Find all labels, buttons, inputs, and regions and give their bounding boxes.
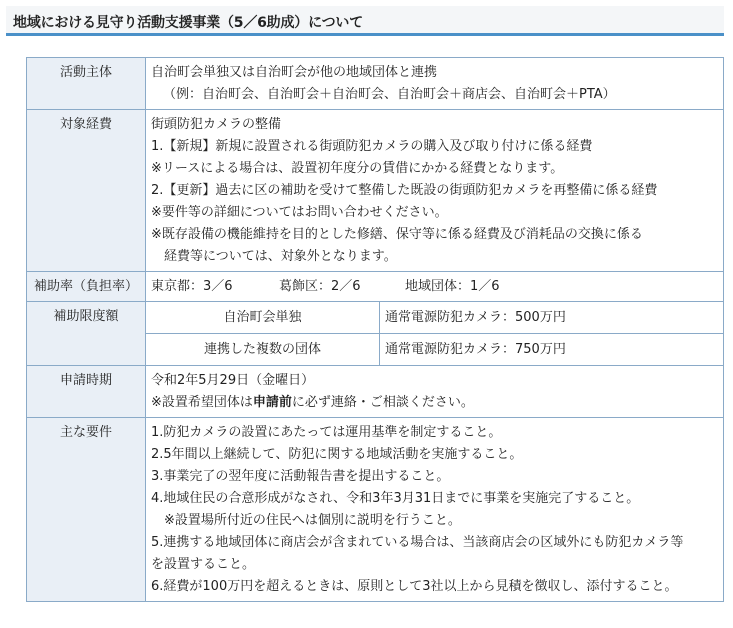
rate-katsushika: 葛飾区：2／6 xyxy=(279,279,361,294)
expense-line: ※リースによる場合は、設置初年度分の賃借にかかる経費となります。 xyxy=(151,161,564,176)
limit-amount: 通常電源防犯カメラ：750万円 xyxy=(385,342,566,357)
application-date: 令和2年5月29日（金曜日） xyxy=(151,373,315,388)
note-text: ※設置希望団体は xyxy=(151,395,253,410)
row-entity xyxy=(27,58,724,110)
row-content-period xyxy=(146,366,724,418)
row-requirements xyxy=(27,418,724,602)
note-text: に必ず連絡・ご相談ください。 xyxy=(291,395,474,410)
row-limit xyxy=(27,302,724,366)
expense-line: 街頭防犯カメラの整備 xyxy=(151,117,282,132)
row-content-entity xyxy=(146,58,724,110)
entity-line: 自治町会単独又は自治町会が他の地域団体と連携 xyxy=(151,65,438,80)
limit-subtable xyxy=(146,302,723,365)
row-label-expenses: 対象経費 xyxy=(27,110,146,272)
row-label-period: 申請時期 xyxy=(27,366,146,418)
expense-line: 2.【更新】過去に区の補助を受けて整備した既設の街頭防犯カメラを再整備に係る経費 xyxy=(151,183,658,198)
row-content-rate xyxy=(146,272,724,302)
limit-kind: 自治町会単独 xyxy=(146,302,380,334)
section-heading xyxy=(6,6,724,36)
limit-kind: 連携した複数の団体 xyxy=(146,334,380,366)
row-label-limit: 補助限度額 xyxy=(27,302,146,366)
requirement-line: 4.地域住民の合意形成がなされ、令和3年3月31日までに事業を実施完了すること。 xyxy=(151,491,640,506)
requirement-line: 3.事業完了の翌年度に活動報告書を提出すること。 xyxy=(151,469,450,484)
requirement-line: 2.5年間以上継続して、防犯に関する地域活動を実施すること。 xyxy=(151,447,523,462)
requirement-line: 1.防犯カメラの設置にあたっては運用基準を制定すること。 xyxy=(151,425,502,440)
row-label-requirements: 主な要件 xyxy=(27,418,146,602)
requirement-line: を設置すること。 xyxy=(151,557,256,572)
note-emphasis: 申請前 xyxy=(252,395,292,410)
rate-local-group: 地域団体：1／6 xyxy=(405,279,500,294)
limit-row xyxy=(146,302,723,334)
requirement-line: 5.連携する地域団体に商店会が含まれている場合は、当該商店会の区域外にも防犯カメラ等 xyxy=(151,535,684,550)
row-label-entity: 活動主体 xyxy=(27,58,146,110)
requirement-line: 6.経費が100万円を超えるときは、原則として3社以上から見積を徴収し、添付すること。 xyxy=(151,579,678,594)
entity-example: （例：自治町会、自治町会＋自治町会、自治町会＋商店会、自治町会＋PTA） xyxy=(163,87,616,102)
expense-line: 経費等については、対象外となります。 xyxy=(164,249,397,264)
application-note xyxy=(151,392,723,414)
row-content-expenses xyxy=(146,110,724,272)
expense-line: ※要件等の詳細についてはお問い合わせください。 xyxy=(151,205,448,220)
expense-line: ※既存設備の機能維持を目的とした修繕、保守等に係る経費及び消耗品の交換に係る xyxy=(151,227,643,242)
row-content-limit xyxy=(146,302,724,366)
row-expenses xyxy=(27,110,724,272)
row-rate xyxy=(27,272,724,302)
rate-tokyo: 東京都：3／6 xyxy=(151,279,233,294)
limit-amount: 通常電源防犯カメラ：500万円 xyxy=(380,302,724,334)
limit-row xyxy=(146,334,723,366)
expense-line: 1.【新規】新規に設置される街頭防犯カメラの購入及び取り付けに係る経費 xyxy=(151,139,593,154)
requirement-line: ※設置場所付近の住民へは個別に説明を行うこと。 xyxy=(164,513,461,528)
row-content-requirements xyxy=(146,418,724,602)
page-title: 地域における見守り活動支援事業（5／6助成）について xyxy=(13,15,364,31)
row-period xyxy=(27,366,724,418)
row-label-rate: 補助率（負担率） xyxy=(27,272,146,302)
program-info-table xyxy=(26,57,724,602)
